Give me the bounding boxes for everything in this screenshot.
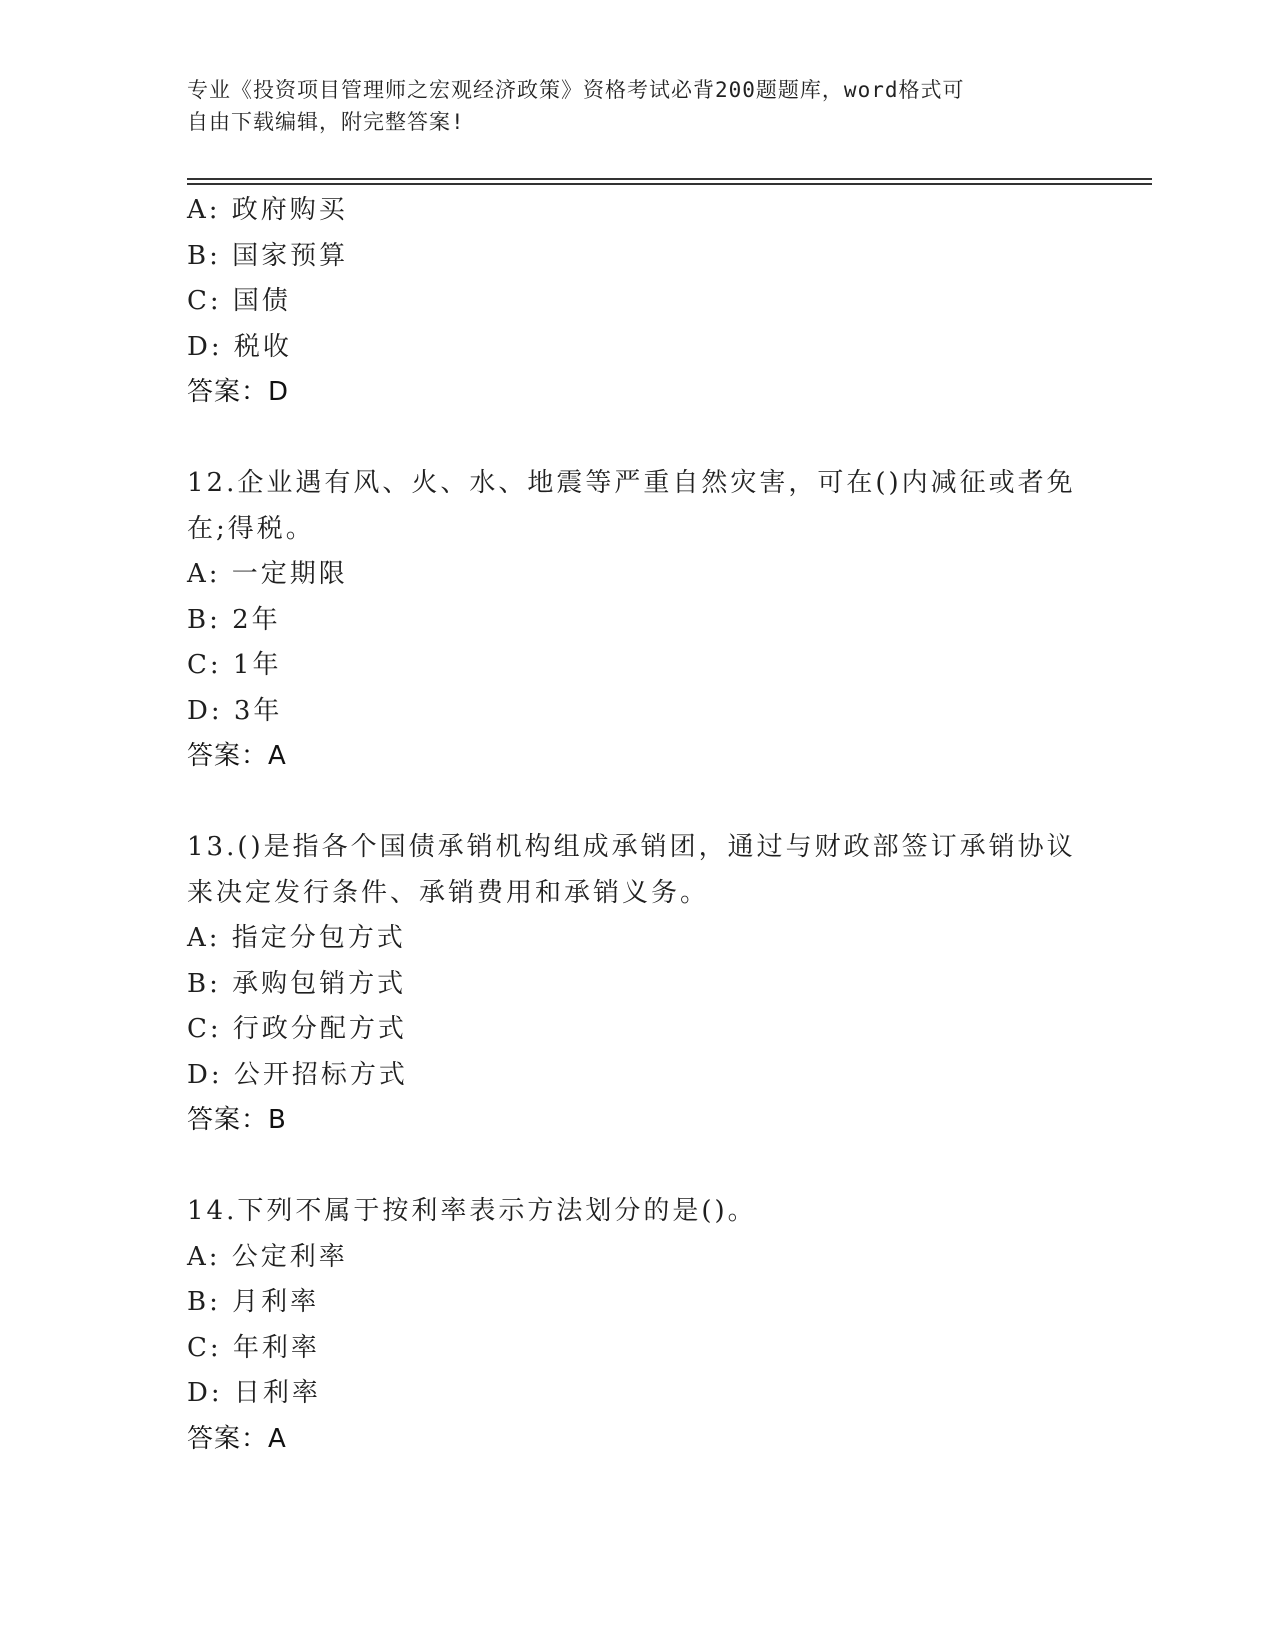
answer-line: 答案：D	[187, 377, 290, 407]
option-d: D: 税收	[187, 331, 292, 362]
question-text-line-2: 来决定发行条件、承销费用和承销义务。	[187, 877, 710, 908]
answer-line: 答案：A	[187, 1423, 287, 1454]
option-a: A: 指定分包方式	[187, 923, 406, 953]
option-c: C: 行政分配方式	[187, 1014, 407, 1044]
option-d: D: 公开招标方式	[187, 1059, 408, 1090]
header-line-2: 自由下载编辑，附完整答案!	[187, 110, 465, 134]
option-b: B: 国家预算	[187, 240, 349, 271]
question-text-line-1: 13.()是指各个国债承销机构组成承销团，通过与财政部签订承销协议	[187, 832, 1076, 862]
document-header	[187, 74, 1087, 138]
option-a: A: 一定期限	[187, 559, 348, 589]
question-text-line-1: 12.企业遇有风、火、水、地震等严重自然灾害，可在()内减征或者免	[187, 468, 1076, 498]
header-line-1: 专业《投资项目管理师之宏观经济政策》资格考试必背200题题库，word格式可	[187, 78, 965, 102]
spacer	[187, 780, 1087, 826]
header-divider-bottom	[187, 183, 1152, 185]
question-text-line-2: 在;得税。	[187, 513, 315, 544]
question-block-12	[187, 461, 1087, 780]
spacer	[187, 1144, 1087, 1190]
option-b: B: 承购包销方式	[187, 968, 407, 999]
option-a: A: 公定利率	[187, 1241, 348, 1272]
answer-line: 答案：A	[187, 741, 287, 771]
option-d: D: 日利率	[187, 1378, 321, 1408]
question-block-11	[187, 188, 1087, 416]
option-c: C: 国债	[187, 286, 291, 316]
question-block-14	[187, 1189, 1087, 1462]
option-a: A: 政府购买	[187, 195, 348, 225]
question-block-13	[187, 825, 1087, 1144]
option-c: C: 年利率	[187, 1332, 320, 1363]
option-c: C: 1年	[187, 650, 282, 680]
option-d: D: 3年	[187, 695, 283, 726]
question-text-line-1: 14.下列不属于按利率表示方法划分的是()。	[187, 1196, 757, 1226]
header-divider-top	[187, 178, 1152, 180]
document-body	[187, 188, 1087, 1462]
option-b: B: 月利率	[187, 1287, 320, 1317]
answer-line: 答案：B	[187, 1105, 287, 1135]
option-b: B: 2年	[187, 604, 281, 635]
spacer	[187, 416, 1087, 462]
